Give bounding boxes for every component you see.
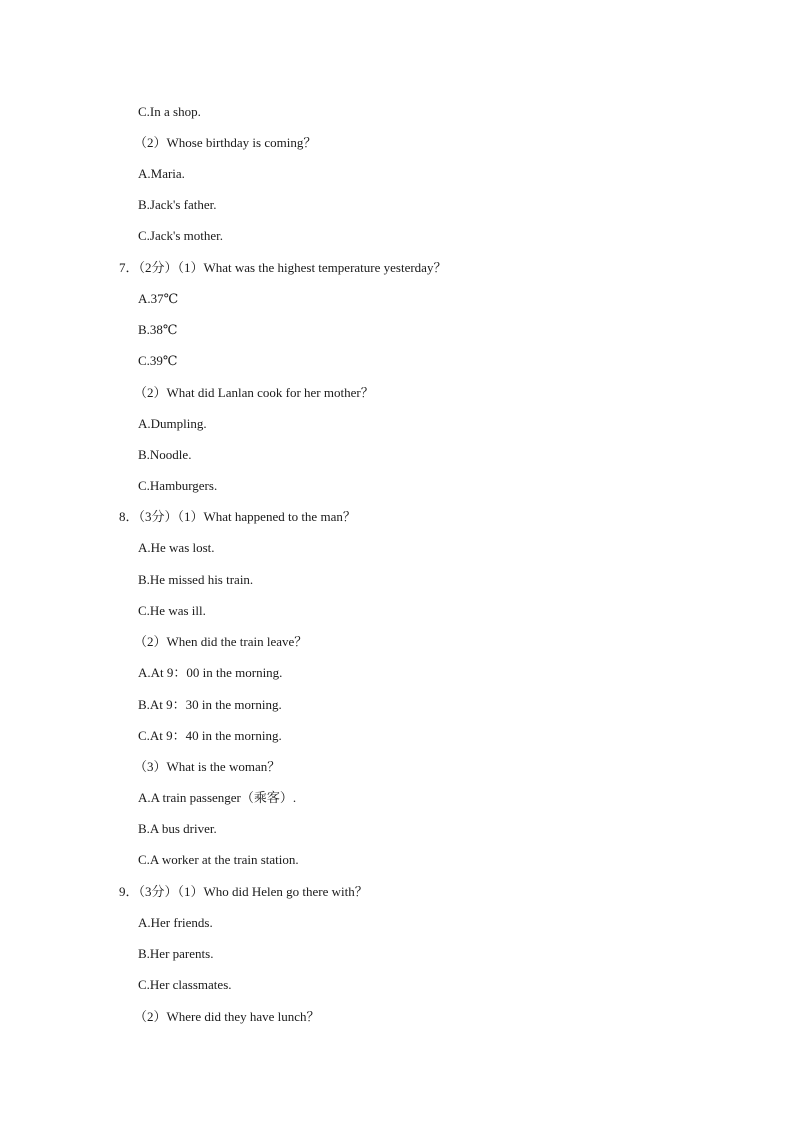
subquestion-8-2: （2）When did the train leave？ [134,634,308,649]
option-8-2-b: B.At 9：30 in the morning. [138,697,282,712]
option-8-2-a: A.At 9：00 in the morning. [138,665,283,680]
option-7-1-b: B.38℃ [138,322,178,337]
question-9: 9．（3分）（1）Who did Helen go there with？ [119,884,368,899]
option-7-2-b: B.Noodle. [138,447,192,462]
option-8-2-c: C.At 9：40 in the morning. [138,728,282,743]
option-8-3-a: A.A train passenger（乘客）. [138,790,297,805]
question-8: 8．（3分）（1）What happened to the man？ [119,509,356,524]
option-6-2-a: A.Maria. [138,166,185,181]
option-9-1-b: B.Her parents. [138,946,214,961]
option-8-1-a: A.He was lost. [138,540,215,555]
subquestion-9-2: （2）Where did they have lunch？ [134,1009,320,1024]
option-9-1-c: C.Her classmates. [138,977,232,992]
option-6-2-c: C.Jack's mother. [138,228,224,243]
option-8-1-b: B.He missed his train. [138,572,254,587]
question-7: 7．（2分）（1）What was the highest temperature yesterday？ [119,260,447,275]
option-7-2-a: A.Dumpling. [138,416,207,431]
option-6-2-b: B.Jack's father. [138,197,217,212]
option-9-1-a: A.Her friends. [138,915,213,930]
option-8-3-b: B.A bus driver. [138,821,217,836]
subquestion-8-3: （3）What is the woman？ [134,759,281,774]
option-8-3-c: C.A worker at the train station. [138,852,299,867]
option-7-2-c: C.Hamburgers. [138,478,218,493]
subquestion-6-2: （2）Whose birthday is coming？ [134,135,317,150]
option-6-2-c: C.In a shop. [138,104,201,119]
subquestion-7-2: （2）What did Lanlan cook for her mother？ [134,385,374,400]
option-7-1-c: C.39℃ [138,353,178,368]
option-7-1-a: A.37℃ [138,291,179,306]
option-8-1-c: C.He was ill. [138,603,206,618]
